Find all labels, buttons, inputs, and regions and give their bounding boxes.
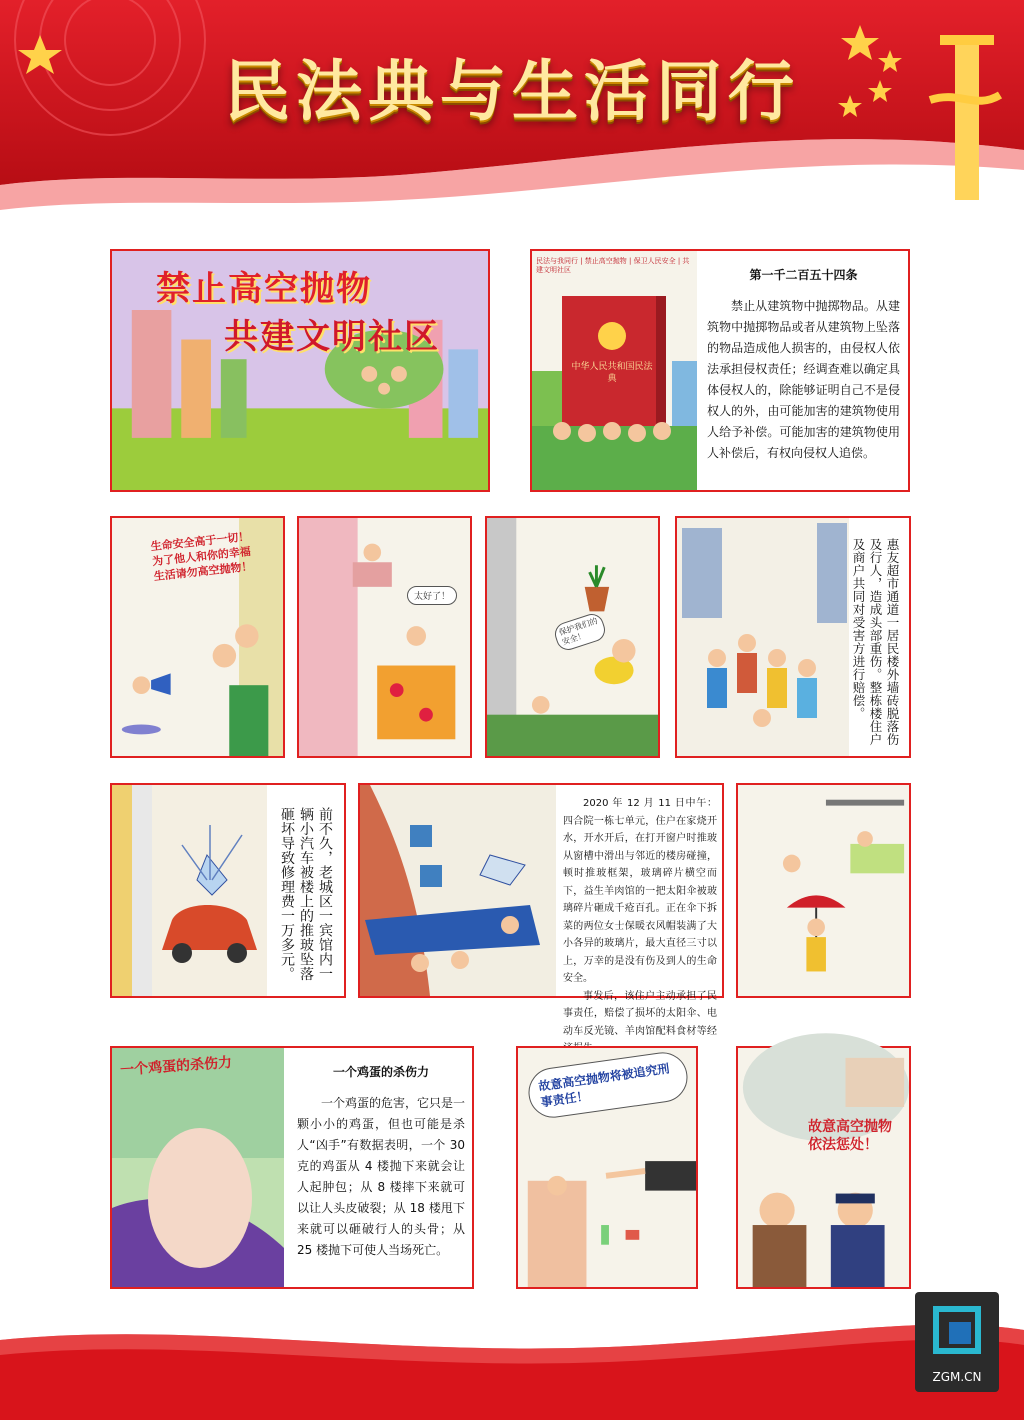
law-book-title: 中华人民共和国民法典 — [571, 362, 653, 384]
footer-banner — [0, 1300, 1024, 1420]
case-glass-paragraph-1: 2020 年 12 月 11 日中午：四合院一栋七单元，住户在家烧开水，开水开后，在打开窗户时推玻从窗槽中滑出与邻近的楼房碰撞，顿时推玻框架，玻璃碎片横空而下，益生羊肉馆的一把太阳伞被玻璃碎片砸成千疮百孔。正在伞下拆菜的两位女士保暖衣风帽装满了大小各异的玻璃片，最大直径三寸以上，万幸的是没有伤及到人的生命安全。 — [563, 798, 717, 984]
case-glass-paragraph-2: 事发后，该住户主动承担了民事责任，赔偿了损坏的太阳伞、电动车反光镜、羊肉馆配料食材等经 — [563, 990, 717, 1037]
comic-police-art — [738, 1048, 909, 1287]
law-book-banner: 民法与我同行 | 禁止高空抛物 | 保卫人民安全 | 共建文明社区 — [536, 257, 690, 274]
page-title: 民法典与生活同行 — [224, 53, 800, 130]
law-article-heading: 第一千二百五十四条 — [749, 268, 858, 282]
comic-law-bubble: 故意高空抛物将被追究刑事责任！ — [525, 1049, 690, 1121]
poster-slogan-1: 禁止高空抛物 — [156, 269, 372, 309]
comic-safety-slogan: 生命安全高于一切！为了他人和你的幸福生活请勿高空抛物！ — [150, 529, 253, 584]
egg-body: 一个鸡蛋的危害，它只是一颗小小的鸡蛋，但也可能是杀人“凶手”有数据表明，一个 30 克的鸡蛋从 4 楼抛下来就会让人起肿包；从 8 楼摔下来就可以让人头皮破裂；从 18 楼甩下来就可以砸破行人的头骨；从 25 楼抛下可使人当场死亡。 — [297, 1096, 466, 1257]
comic-law-panel — [516, 1046, 698, 1289]
egg-text — [297, 1062, 465, 1261]
zgm-logo-text: ZGM.CN — [932, 1370, 982, 1384]
law-article-text — [707, 265, 900, 464]
case-glass-text — [563, 795, 717, 1058]
case-supermarket-art — [677, 518, 849, 756]
case-supermarket-text: 惠友超市通道一居民楼外墙砖脱落伤及行人，造成头部重伤。整栋楼住户及商户共同对受害方进行赔偿。 — [851, 538, 900, 746]
comic-flowerpot-panel — [485, 516, 660, 758]
comic-umbrella-panel — [736, 783, 911, 998]
comic-police-panel — [736, 1046, 911, 1289]
egg-handwritten-title: 一个鸡蛋的杀伤力 — [119, 1054, 233, 1079]
footer-banner-art — [0, 1300, 1024, 1420]
comic-police-bubble: 故意高空抛物依法惩处！ — [808, 1119, 892, 1153]
comic-flowerpot-bubble: 保护我们的安全！ — [552, 611, 608, 653]
case-glass-panel — [358, 783, 724, 1037]
law-book-art — [532, 251, 697, 490]
comic-throw-art — [299, 518, 470, 756]
egg-art — [112, 1048, 284, 1287]
case-car-art — [112, 785, 267, 996]
case-supermarket-panel — [675, 516, 911, 758]
zgm-logo-icon-inner — [949, 1322, 971, 1344]
case-car-panel — [110, 783, 346, 998]
zgm-logo — [915, 1292, 999, 1392]
egg-panel — [110, 1046, 474, 1289]
poster-slogan-2: 共建文明社区 — [224, 317, 440, 357]
law-article-panel — [530, 249, 910, 492]
comic-umbrella-art — [738, 785, 909, 996]
comic-throw-panel — [297, 516, 472, 758]
egg-heading: 一个鸡蛋的杀伤力 — [332, 1065, 429, 1079]
poster-panel — [110, 249, 490, 492]
comic-throw-bubble: 太好了！ — [407, 586, 457, 605]
law-article-body: 禁止从建筑物中抛掷物品。从建筑物中抛掷物品或者从建筑物上坠落的物品造成他人损害的，由侵权人依法承担侵权责任；经调查难以确定具体侵权人的，除能够证明自己不是侵权人的外，由可能加害的建筑物使用人给予补偿。可能加害的建筑物使用人补偿后，有权向侵权人追偿。 — [707, 299, 900, 460]
case-glass-art — [360, 785, 556, 996]
case-car-text: 前不久，老城区一宾馆内一辆小汽车被楼上的推玻坠落砸坏导致修理费一万多元。 — [279, 807, 333, 981]
comic-safety-panel — [110, 516, 285, 758]
